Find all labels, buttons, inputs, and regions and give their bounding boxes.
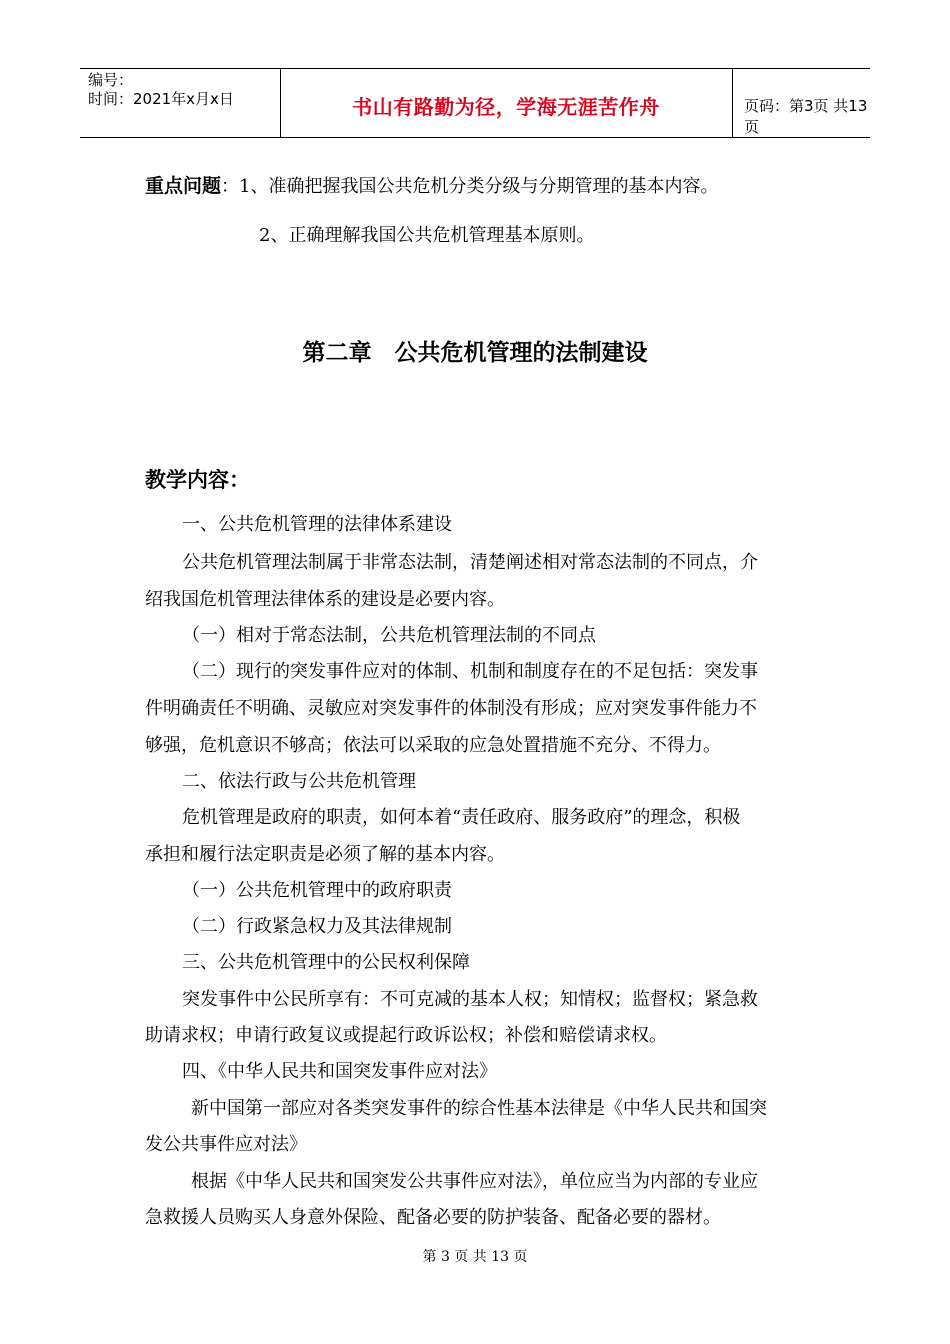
body-line: 发公共事件应对法》 bbox=[145, 1134, 307, 1155]
body-line: 助请求权；申请行政复议或提起行政诉讼权；补偿和赔偿请求权。 bbox=[145, 1025, 667, 1046]
body-line: （一）公共危机管理中的政府职责 bbox=[182, 880, 452, 901]
page-header bbox=[80, 68, 870, 138]
body-line: （二）现行的突发事件应对的体制、机制和制度存在的不足包括：突发事 bbox=[182, 661, 758, 682]
header-motto-cell bbox=[280, 69, 733, 137]
body-line: 危机管理是政府的职责，如何本着“责任政府、服务政府”的理念，积极 bbox=[182, 807, 741, 828]
header-page-cell bbox=[732, 69, 870, 137]
body-line: 承担和履行法定职责是必须了解的基本内容。 bbox=[145, 844, 505, 865]
body-line: 突发事件中公民所享有：不可克减的基本人权；知情权；监督权；紧急救 bbox=[182, 989, 758, 1010]
body-line: 三、公共危机管理中的公民权利保障 bbox=[182, 952, 470, 973]
body-line: 绍我国危机管理法律体系的建设是必要内容。 bbox=[145, 589, 505, 610]
body-line: （一）相对于常态法制，公共危机管理法制的不同点 bbox=[182, 625, 596, 646]
body-line: 够强，危机意识不够高；依法可以采取的应急处置措施不充分、不得力。 bbox=[145, 735, 721, 756]
page-footer: 第 3 页 共 13 页 bbox=[422, 1249, 528, 1265]
key-issue-1: 1、准确把握我国公共危机分类分级与分期管理的基本内容。 bbox=[239, 176, 719, 197]
document-number-label: 编号： bbox=[88, 71, 134, 89]
section-title: 教学内容： bbox=[145, 468, 250, 492]
key-issues-label: 重点问题 bbox=[145, 175, 222, 197]
header-motto: 书山有路勤为径，学海无涯苦作舟 bbox=[352, 95, 660, 119]
body-line: 四、《中华人民共和国突发事件应对法》 bbox=[182, 1061, 497, 1082]
key-issues-colon: ： bbox=[221, 176, 240, 197]
document-date: 时间：2021年x月x日 bbox=[88, 90, 234, 108]
body-line: 新中国第一部应对各类突发事件的综合性基本法律是《中华人民共和国突 bbox=[191, 1098, 767, 1119]
header-meta-cell bbox=[80, 69, 281, 137]
body-line: （二）行政紧急权力及其法律规制 bbox=[182, 916, 452, 937]
body-line: 件明确责任不明确、灵敏应对突发事件的体制没有形成；应对突发事件能力不 bbox=[145, 698, 757, 719]
key-issues-line-1 bbox=[145, 174, 718, 199]
chapter-title: 第二章 公共危机管理的法制建设 bbox=[302, 340, 648, 366]
body-line: 一、公共危机管理的法律体系建设 bbox=[182, 514, 452, 535]
body-line: 公共危机管理法制属于非常态法制，清楚阐述相对常态法制的不同点，介 bbox=[182, 552, 758, 573]
header-page-info: 页码：第3页 共13页 bbox=[744, 97, 868, 136]
body-line: 二、依法行政与公共危机管理 bbox=[182, 771, 416, 792]
body-line: 根据《中华人民共和国突发公共事件应对法》，单位应当为内部的专业应 bbox=[191, 1171, 758, 1192]
key-issue-2: 2、正确理解我国公共危机管理基本原则。 bbox=[259, 225, 595, 246]
body-line: 急救援人员购买人身意外保险、配备必要的防护装备、配备必要的器材。 bbox=[145, 1207, 721, 1228]
